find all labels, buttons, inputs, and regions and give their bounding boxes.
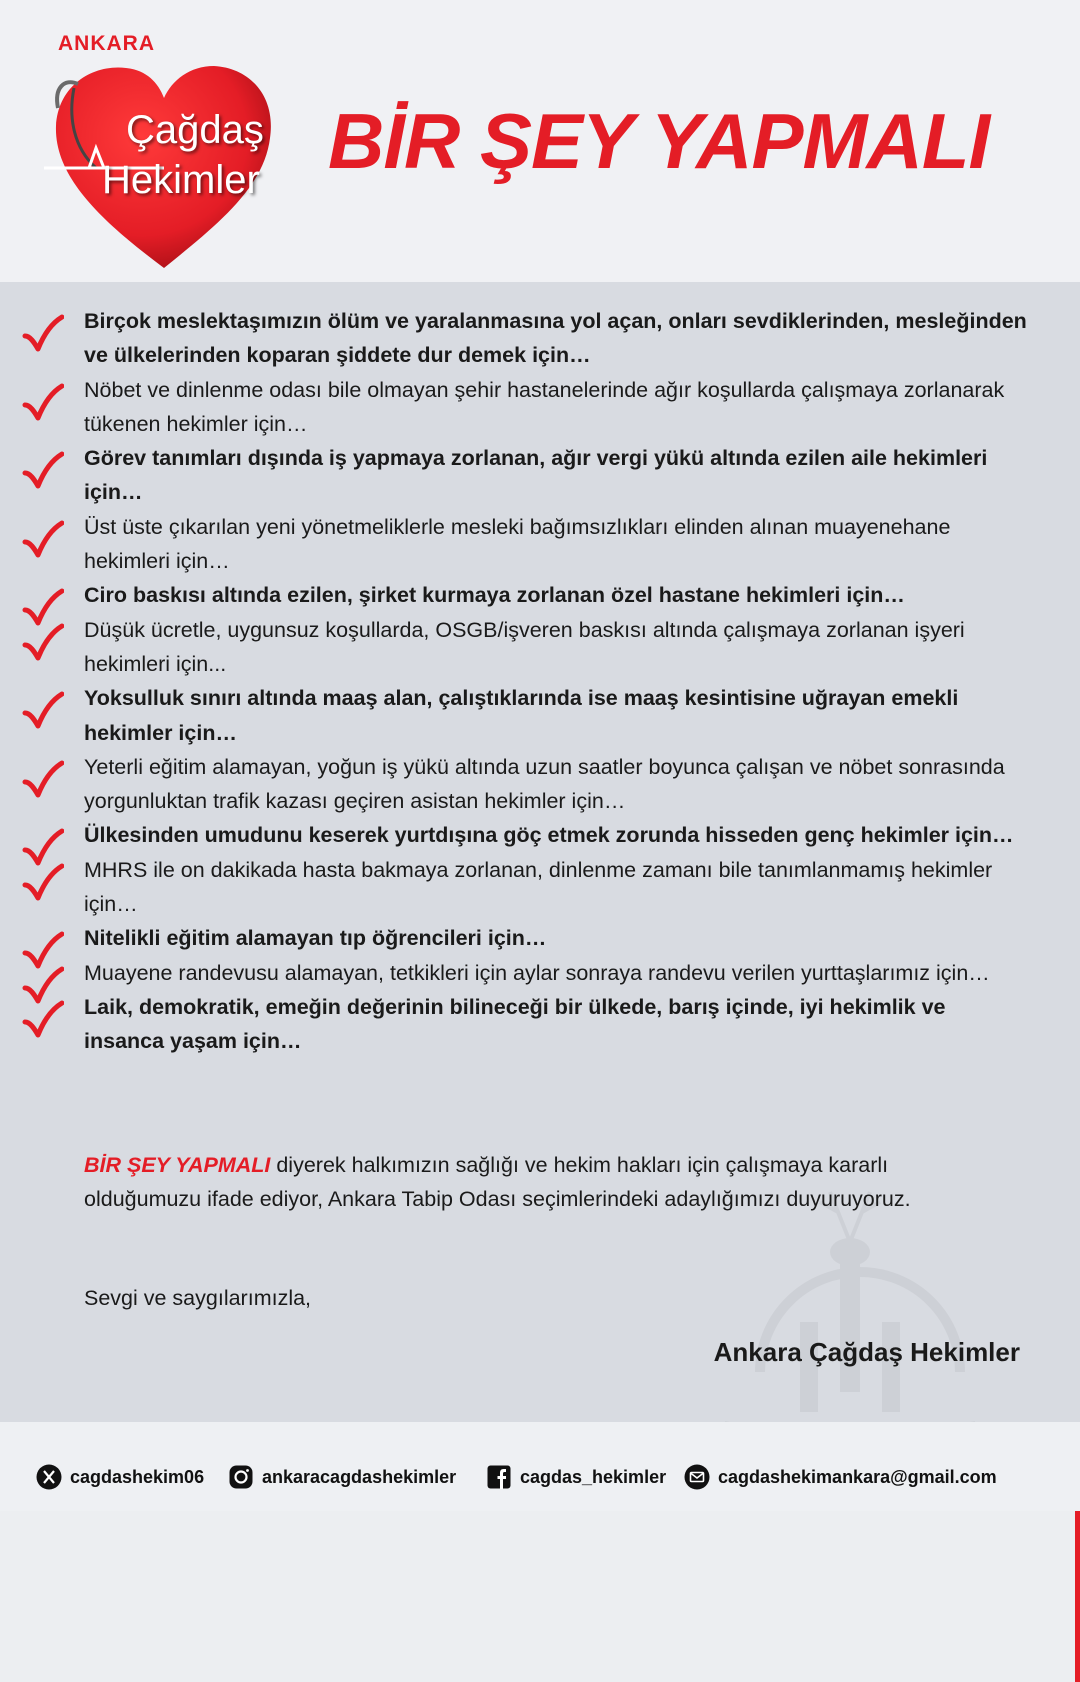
headline: BİR ŞEY YAPMALI	[328, 97, 990, 185]
list-item	[0, 921, 1080, 955]
x-handle: cagdashekim06	[70, 1466, 205, 1487]
logo-name-line1: Çağdaş	[126, 108, 264, 152]
list-item	[0, 956, 1080, 990]
social-instagram[interactable]	[228, 1464, 456, 1490]
closing-paragraph	[84, 1148, 984, 1216]
list-item-text: Yeterli eğitim alamayan, yoğun iş yükü altında uzun saatler boyunca çalışan ve nöbet sonrasında yorgunluktan trafik kazası geçiren asistan hekimler için…	[84, 754, 1005, 814]
list-item	[0, 578, 1080, 612]
list-item	[0, 853, 1080, 922]
email-address: cagdashekimankara@gmail.com	[718, 1466, 997, 1487]
footer	[0, 1422, 1080, 1511]
list-item-text: Üst üste çıkarılan yeni yönetmeliklerle mesleki bağımsızlıkları elinden alınan muayenehane hekimleri için…	[84, 514, 951, 574]
list-item	[0, 373, 1080, 442]
list-item	[0, 681, 1080, 750]
social-facebook[interactable]	[486, 1464, 666, 1490]
email-icon	[684, 1464, 710, 1490]
list-item-text: Yoksulluk sınırı altında maaş alan, çalıştıklarında ise maaş kesintisine uğrayan emekli hekimler için…	[84, 686, 959, 745]
list-item	[0, 441, 1080, 510]
social-x[interactable]	[36, 1464, 204, 1490]
instagram-icon	[228, 1464, 254, 1490]
list-item	[0, 990, 1080, 1059]
checkmark-icon	[22, 863, 64, 903]
list-item-text: Ülkesinden umudunu keserek yurtdışına göç etmek zorunda hisseden genç hekimler için…	[84, 823, 1014, 848]
list-item-text: Nöbet ve dinlenme odası bile olmayan şehir hastanelerinde ağır koşullarda çalışmaya zorlanarak tükenen hekimler için…	[84, 377, 1005, 436]
checkmark-icon	[22, 314, 64, 354]
list-item-text: Muayene randevusu alamayan, tetkikleri için aylar sonraya randevu verilen yurttaşlarımız için…	[84, 960, 990, 985]
list-item-text: Laik, demokratik, emeğin değerinin bilineceği bir ülkede, barış içinde, iyi hekimlik ve insanca yaşam için…	[84, 994, 946, 1054]
list-item	[0, 510, 1080, 579]
checkmark-icon	[22, 1000, 64, 1040]
list-item-text: Düşük ücretle, uygunsuz koşullarda, OSGB/işveren baskısı altında çalışmaya zorlanan işyeri hekimleri için...	[84, 617, 965, 676]
instagram-handle: ankaracagdashekimler	[262, 1466, 457, 1487]
cagdas-hekimler-logo	[36, 30, 316, 260]
list-item	[0, 304, 1080, 373]
list-item	[0, 818, 1080, 852]
list-item	[0, 613, 1080, 682]
checkmark-icon	[22, 691, 64, 731]
x-icon	[36, 1464, 62, 1490]
logo-city: ANKARA	[58, 32, 155, 55]
checkmark-icon	[22, 383, 64, 423]
closing-text: diyerek halkımızın sağlığı ve hekim hakları için çalışmaya kararlı olduğumuzu ifade ediyor, Ankara Tabip Odası seçimlerindeki adaylığımızı duyuruyoruz.	[84, 1153, 911, 1211]
list-item-text: Ciro baskısı altında ezilen, şirket kurmaya zorlanan özel hastane hekimleri için…	[84, 583, 905, 608]
header	[0, 0, 1080, 282]
logo-name-line2: Hekimler	[102, 158, 260, 202]
facebook-icon	[486, 1464, 512, 1490]
list-item-text: Birçok meslektaşımızın ölüm ve yaralanmasına yol açan, onları sevdiklerinden, mesleğinden ve ülkelerinden koparan şiddete dur demek için…	[84, 309, 1027, 368]
facebook-handle: cagdas_hekimler	[520, 1466, 667, 1487]
checkmark-icon	[22, 451, 64, 491]
list-item	[0, 750, 1080, 819]
statement-list	[0, 304, 1080, 1059]
list-item-text: Nitelikli eğitim alamayan tıp öğrencileri için…	[84, 926, 547, 951]
social-email[interactable]	[684, 1464, 997, 1490]
checkmark-icon	[22, 520, 64, 560]
closing-highlight: BİR ŞEY YAPMALI	[84, 1153, 271, 1177]
list-item-text: Görev tanımları dışında iş yapmaya zorlanan, ağır vergi yükü altında ezilen aile hekimleri için…	[84, 446, 988, 505]
checkmark-icon	[22, 623, 64, 663]
checkmark-icon	[22, 760, 64, 800]
content-panel	[0, 282, 1080, 1422]
signature: Ankara Çağdaş Hekimler	[713, 1337, 1020, 1367]
list-item-text: MHRS ile on dakikada hasta bakmaya zorlanan, dinlenme zamanı bile tanımlanmamış hekimler için…	[84, 857, 993, 917]
greeting: Sevgi ve saygılarımızla,	[84, 1286, 312, 1310]
